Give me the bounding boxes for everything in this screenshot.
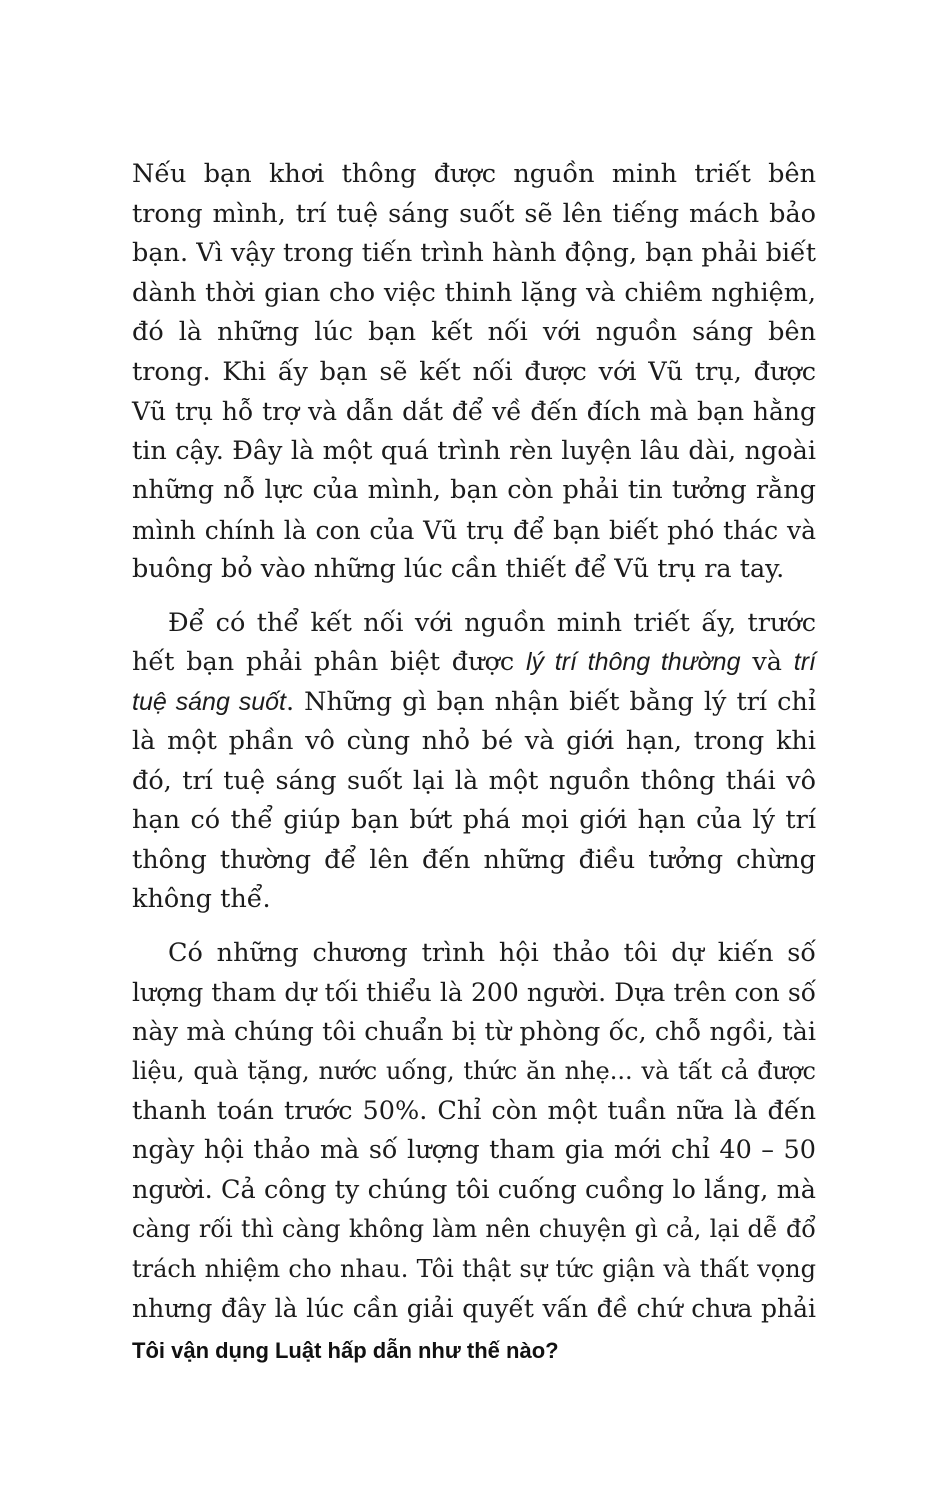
running-footer-title: Tôi vận dụng Luật hấp dẫn như thế nào?	[132, 1338, 559, 1363]
text-line: người. Cả công ty chúng tôi cuống cuồng lo lắng, mà	[132, 1174, 816, 1205]
text-line: hạn có thể giúp bạn bứt phá mọi giới hạn của lý trí	[132, 805, 816, 835]
paragraph-1	[132, 155, 816, 590]
text-line: thanh toán trước 50%. Chỉ còn một tuần nữa là đến	[132, 1095, 816, 1126]
text-line: tin cậy. Đây là một quá trình rèn luyện lâu dài, ngoài	[132, 435, 816, 466]
text-line: Để có thể kết nối với nguồn minh triết ấy, trước	[168, 607, 816, 638]
paragraph-3	[132, 934, 816, 1329]
text-line: dành thời gian cho việc thinh lặng và chiêm nghiệm,	[132, 277, 816, 308]
text-line	[132, 643, 816, 683]
text-run: . Những gì bạn nhận biết bằng lý trí chỉ	[285, 686, 816, 717]
text-line	[132, 683, 816, 723]
book-page-body	[132, 155, 816, 1343]
text-line: liệu, quà tặng, nước uống, thức ăn nhẹ... và tất cả được	[132, 1057, 816, 1085]
text-line: trách nhiệm cho nhau. Tôi thật sự tức giận và thất vọng	[132, 1254, 816, 1283]
emphasis-term-wisdom-part1: trí	[793, 648, 816, 676]
text-line: Vũ trụ hỗ trợ và dẫn dắt để về đến đích mà bạn hằng	[132, 397, 816, 426]
text-line: mình chính là con của Vũ trụ để bạn biết phó thác và	[132, 515, 816, 545]
text-line: trong. Khi ấy bạn sẽ kết nối được với Vũ trụ, được	[132, 356, 816, 387]
text-line: lượng tham dự tối thiểu là 200 người. Dựa trên con số	[132, 978, 816, 1007]
text-line: là một phần vô cùng nhỏ bé và giới hạn, trong khi	[132, 726, 816, 756]
text-line: càng rối thì càng không làm nên chuyện gì cả, lại dễ đổ	[132, 1215, 816, 1243]
text-line: trong mình, trí tuệ sáng suốt sẽ lên tiếng mách bảo	[132, 198, 816, 229]
text-run: hết bạn phải phân biệt được	[132, 647, 526, 677]
text-line: nhưng đây là lúc cần giải quyết vấn đề chứ chưa phải	[132, 1294, 816, 1323]
text-line: buông bỏ vào những lúc cần thiết để Vũ trụ ra tay.	[132, 554, 785, 584]
paragraph-2	[132, 604, 816, 920]
text-line: đó là những lúc bạn kết nối với nguồn sáng bên	[132, 317, 816, 347]
emphasis-term-wisdom-part2: tuệ sáng suốt	[132, 687, 286, 716]
text-run: và	[740, 647, 794, 677]
text-line: những nỗ lực của mình, bạn còn phải tin tưởng rằng	[132, 475, 816, 505]
text-line: không thể.	[132, 884, 271, 914]
text-line: Có những chương trình hội thảo tôi dự kiến số	[168, 937, 816, 968]
text-line: thông thường để lên đến những điều tưởng chừng	[132, 844, 816, 875]
text-line: này mà chúng tôi chuẩn bị từ phòng ốc, chỗ ngồi, tài	[132, 1016, 816, 1047]
text-line: ngày hội thảo mà số lượng tham gia mới chỉ 40 – 50	[132, 1135, 816, 1165]
emphasis-term-ordinary-reason: lý trí thông thường	[526, 648, 741, 676]
text-line: đó, trí tuệ sáng suốt lại là một nguồn thông thái vô	[132, 765, 816, 796]
text-line: bạn. Vì vậy trong tiến trình hành động, bạn phải biết	[132, 238, 816, 268]
text-line: Nếu bạn khơi thông được nguồn minh triết bên	[132, 159, 816, 189]
